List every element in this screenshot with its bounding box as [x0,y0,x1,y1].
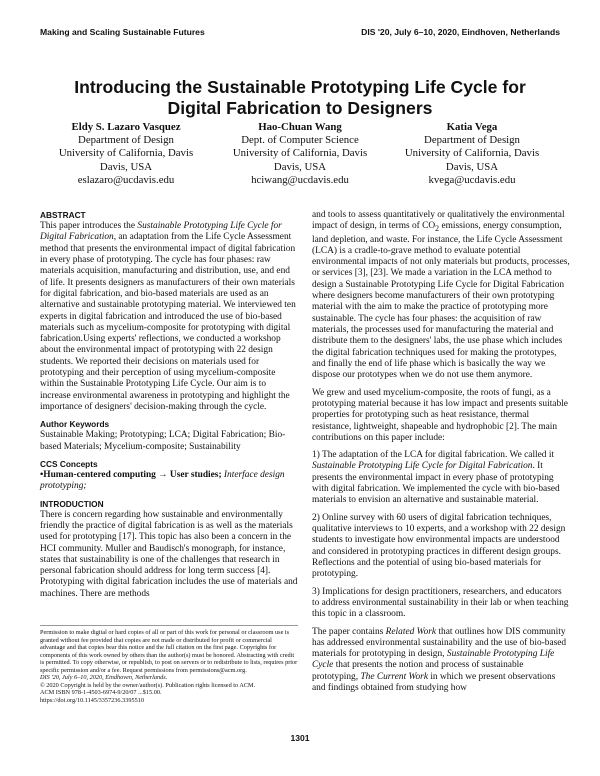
permission-text: Permission to make digital or hard copies of all or part of this work for personal or classroom use is granted without fee provided that copies are not made or distributed for profit or commercial advantage and that copies bear this notice and the full citation on the first page. Copyrights for components of this work owned by others than the author(s) must be honored. Abstracting with credit is permitted. To copy otherwise, or republish, to post on servers or to redistribute to lists, requires prior specific permission and/or a fee. Request permissions from permissions@acm.org. [40,629,298,674]
right-column [312,210,570,694]
contribution-1 [312,450,570,507]
author-block [40,121,560,186]
intro-continued [312,210,570,382]
author-university: University of California, Davis [232,147,368,160]
permission-copyright: © 2020 Copyright is held by the owner/author(s). Publication rights licensed to ACM. [40,681,256,689]
text-part: The paper contains [312,626,386,637]
abstract-text [40,221,298,413]
author-name: Eldy S. Lazaro Vasquez [71,121,181,133]
keywords-heading: Author Keywords [40,419,110,430]
emphasis: Sustainable Prototyping Life Cycle [312,649,555,671]
paper-title [40,77,560,118]
text-part: that presents the notion and process of sustainable prototyping, [312,660,524,682]
text-part: emissions, energy consumption, land depletion, and waste. For instance, the Life Cycle Assessment (LCA) is a cradle-to-grave method to evaluate potential environmental impacts of not only materials but products, processes, or services [3], [23]. We made a variation in the LCA method to design a Sustainable Prototyping Life Cycle for Digital Fabrication where designers become manufacturers of their own prototyping material with the aim to make the practice of prototyping more sustainable. The cycle has four phases: the acquisition of raw materials, the processes used for manufacturing the material and distribute them to the designers' labs, the use phase which includes the digital fabrication techniques used for making the prototypes, and finally the end of life phase which is basically the way we dispose our prototypes when we do not use them anymore. [312,221,570,381]
introduction-heading: INTRODUCTION [40,498,104,509]
permission-doi: https://doi.org/10.1145/3357236.3395510 [40,696,144,704]
author-department: Dept. of Computer Science [241,134,359,147]
ccs-subconcept: Interface design prototyping; [40,469,285,492]
ccs-heading: CCS Concepts [40,458,98,469]
author-name: Katia Vega [446,121,498,133]
text-part: . It presents the environmental impact in every phase of prototyping with digital fabrication. We implemented the cycle with bio-based materials to envision an alternative and sustainable material. [312,461,560,506]
text-part: that outlines how DIS community has addressed environmental sustainability and the use of bio-based materials for prototyping in design, [312,626,567,660]
emphasis: Sustainable Prototyping Life Cycle for Digital Fabrication [312,461,533,472]
abstract-text-part: This paper introduces the [40,221,138,231]
author-location: Davis, USA [273,160,327,173]
author-location: Davis, USA [99,160,153,173]
author-email: hciwang@ucdavis.edu [251,173,349,186]
text-part: in which we present observations and findings obtained from studying how [312,671,556,694]
page-number: 1301 [290,733,310,743]
author-email: kvega@ucdavis.edu [428,173,516,186]
author-3 [382,121,562,187]
running-head-right: DIS '20, July 6–10, 2020, Eindhoven, Netherlands [361,27,560,37]
contribution-3: 3) Implications for design practitioners, researchers, and educators to address environmental sustainability in their lab or when teaching this topic in a classroom. [312,586,569,620]
ccs-text [40,470,298,493]
text-part: 1) The adaptation of the LCA for digital fabrication. We called it [312,450,555,461]
author-location: Davis, USA [445,160,499,173]
emphasis: The Current Work [360,671,428,682]
author-university: University of California, Davis [404,147,540,160]
contribution-2: 2) Online survey with 60 users of digital fabrication techniques, qualitative interviews to 10 experts, and a workshop with 22 design students to investigate how environmental impacts are understood and considered in prototyping practices in different design groups. Reflections and the potential of using bio-based materials for prototyping. [312,512,566,580]
ccs-concept: •Human-centered computing → User studies; [40,469,222,480]
author-department: Department of Design [424,134,520,147]
title-line-2: Digital Fabrication to Designers [167,97,433,118]
title-line-1: Introducing the Sustainable Prototyping Life Cycle for [74,77,526,97]
subscript: 2 [435,224,440,234]
keywords-text: Sustainable Making; Prototyping; LCA; Digital Fabrication; Bio-based Materials; Mycelium-composite; Sustainability [40,430,286,452]
permission-divider [40,625,298,626]
intro-paragraph-2: We grew and used mycelium-composite, the roots of fungi, as a prototyping material because it has low impact and presents suitable properties for prototyping such as heat resistance, thermal resistance, lightweight, shapeable and hydrophobic [2]. The main contributions on this paper include: [312,387,568,443]
introduction-text: There is concern regarding how sustainable and environmentally friendly the practice of digital fabrication is as well as the materials used for prototyping [17]. This topic has also been a concern in the HCI community. Muller and Baudisch's monograph, for instance, states that sustainability is one of the challenges that research in personal fabrication should address for long term success [4]. Prototyping with digital fabrication includes the use of materials and machines. There are methods [40,509,298,599]
author-university: University of California, Davis [58,147,194,160]
permission-isbn: ACM ISBN 978-1-4503-6974-9/20/07 ...$15.00. [40,689,162,696]
paper-outline [312,627,570,695]
author-1 [36,121,216,187]
permission-block [40,629,298,704]
text-part: and tools to assess quantitatively or qualitatively the environmental impact of design, in terms of CO [312,210,565,232]
abstract-heading: ABSTRACT [40,210,86,220]
author-email: eslazaro@ucdavis.edu [77,173,175,186]
abstract-text-part: , an adaptation from the Life Cycle Assessment method that presents the environmental impact of digital fabrication in every phase of prototyping. The cycle has four phases: raw materials acquisition, manufacturing and distribution, use, and end of life. It presents designers as manufacturers of their own materials for digital fabrication, and bio-based materials are used as an alternative and sustainable prototyping material. We interviewed ten experts in digital fabrication and introduced the use of bio-based materials such as mycelium-composite for prototyping with digital fabrication.Using experts' reflections, we conducted a workshop about the environmental impact of prototyping with 22 design students. We reported their decisions on materials used for prototyping and their perception of using mycelium-composite within the Sustainable Prototyping Life Cycle. Our aim is to increase environmental awareness in prototyping and highlight the importance of designers' decision-making through the cycle. [40,232,296,412]
left-column [40,210,298,600]
emphasis: Related Work [385,626,437,637]
author-name: Hao-Chuan Wang [258,121,342,133]
author-2 [210,121,390,187]
abstract-emphasis: Sustainable Prototyping Life Cycle for Digital Fabrication [40,221,282,243]
running-head-left: Making and Scaling Sustainable Futures [40,27,205,37]
author-department: Department of Design [78,134,174,147]
permission-venue: DIS '20, July 6–10, 2020, Eindhoven, Netherlands. [40,674,168,681]
